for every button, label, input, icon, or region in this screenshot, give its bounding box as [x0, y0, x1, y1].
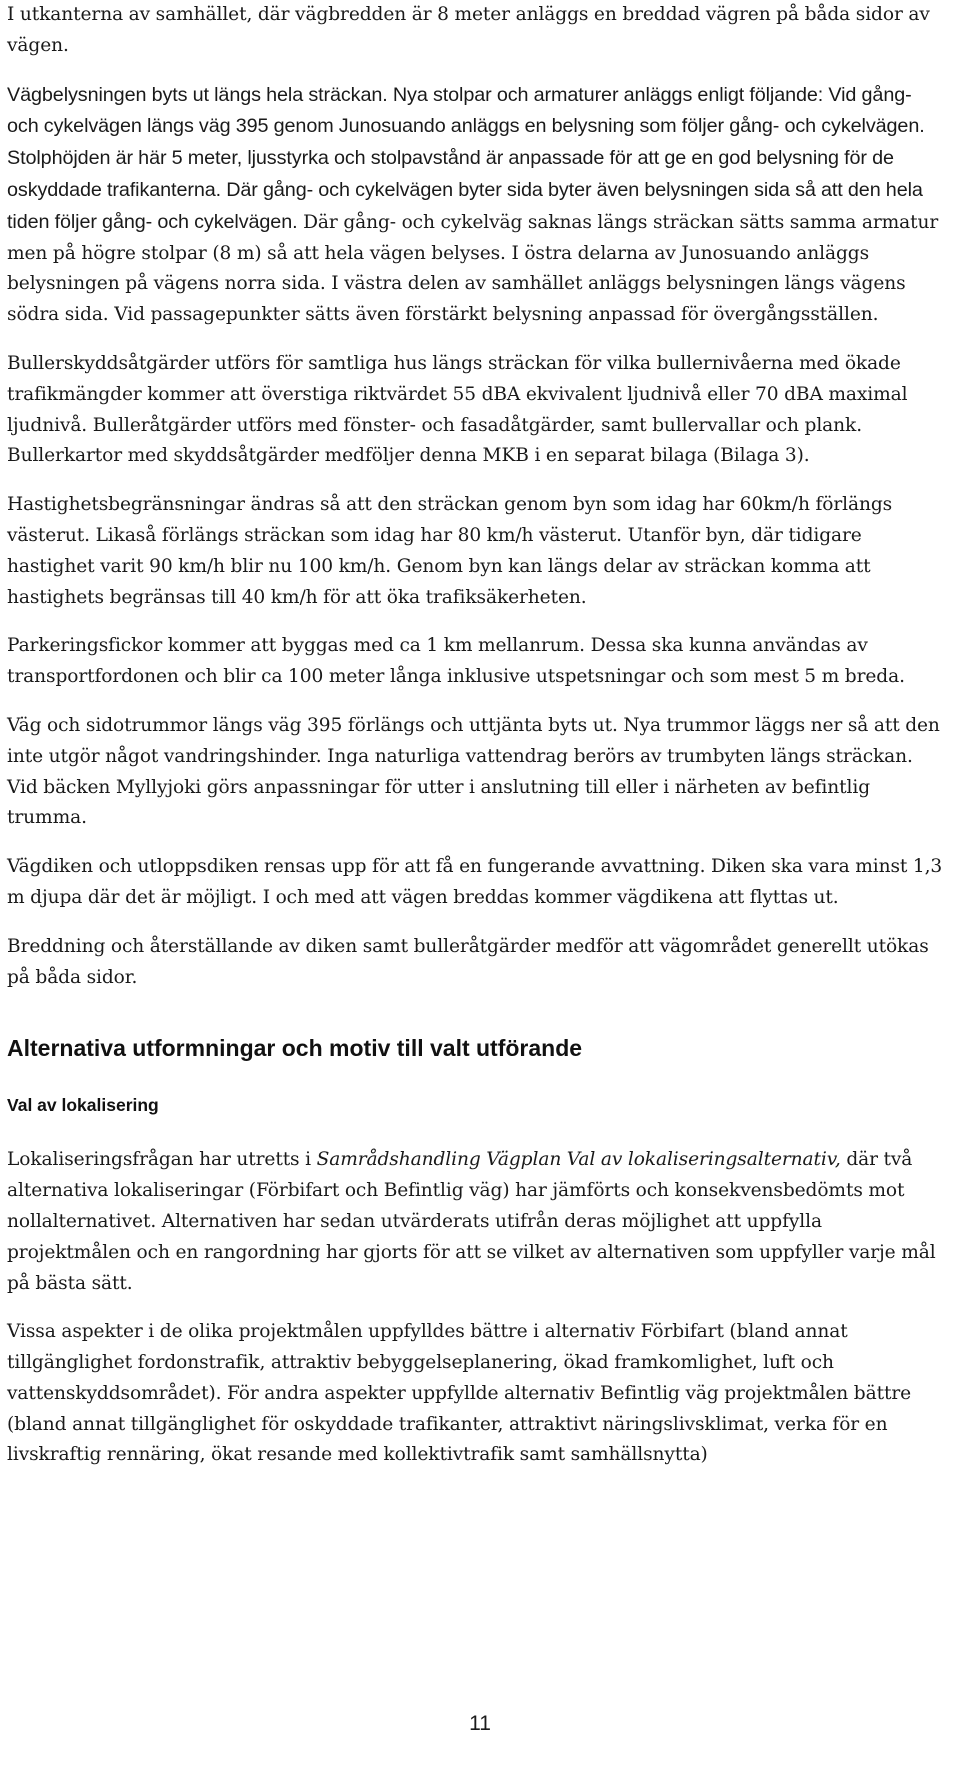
subsection-heading-localisation: Val av lokalisering [7, 1095, 159, 1116]
paragraph-road-shoulder: I utkanterna av samhället, där vägbredden är 8 meter anläggs en breddad vägren på båda sidor av vägen. [7, 4, 930, 56]
paragraph-parking-pockets: Parkeringsfickor kommer att byggas med ca 1 km mellanrum. Dessa ska kunna användas av transportfordonen och blir ca 100 meter långa inklusive utspetsningar och som mest 5 m breda. [7, 635, 905, 688]
section-heading-alternatives: Alternativa utformningar och motiv till valt utförande [7, 1035, 583, 1062]
page-number: 11 [469, 1712, 491, 1735]
paragraph-road-lighting [7, 80, 947, 331]
document-body [7, 0, 947, 1489]
paragraph-road-area: Breddning och återställande av diken samt bulleråtgärder medför att vägområdet generellt utökas på båda sidor. [7, 935, 929, 988]
paragraph-ditches: Vägdiken och utloppsdiken rensas upp för att få en fungerande avvattning. Diken ska vara minst 1,3 m djupa där det är möjligt. I och med att vägen breddas kommer vägdikena att flyttas ut. [7, 856, 943, 908]
paragraph-localisation-study [7, 1145, 947, 1299]
paragraph-road-lighting-sans-part: Vägbelysningen byts ut längs hela sträckan. Nya stolpar och armaturer anläggs enligt följande: Vid gång- och cykelvägen längs väg 395 genom Junosuando anläggs en belysning som följer gång- och cykelvägen. Stolphöjden är här 5 meter, ljusstyrka och stolpavstånd är anpassade för att ge en god belysning för de oskyddade trafikanterna. Där gång- och cykelvägen byter sida byter även belysningen sida så att den hela tiden följer gång- och cykelvägen. [7, 83, 925, 233]
paragraph-alternative-comparison: Vissa aspekter i de olika projektmålen uppfylldes bättre i alternativ Förbifart (bland annat tillgänglighet fordonstrafik, attraktiv bebyggelseplanering, ökad framkomlighet, luft och vattenskyddsområdet). För andra aspekter uppfyllde alternativ Befintlig väg projektmålen bättre (bland annat tillgänglighet för oskyddade trafikanter, attraktivt näringslivsklimat, verka för en livskraftig rennäring, ökat resande med kollektivtrafik samt samhällsnytta) [7, 1321, 912, 1466]
paragraph-speed-limits: Hastighetsbegränsningar ändras så att den sträckan genom byn som idag har 60km/h förlängs västerut. Likaså förlängs sträckan som idag har 80 km/h västerut. Utanför byn, där tidigare hastighet varit 90 km/h blir nu 100 km/h. Genom byn kan längs delar av sträckan komma att hastighets begränsas till 40 km/h för att öka trafiksäkerheten. [7, 494, 893, 608]
paragraph-noise-protection: Bullerskyddsåtgärder utförs för samtliga hus längs sträckan för vilka bullernivåerna med ökade trafikmängder kommer att överstiga riktvärdet 55 dBA ekvivalent ljudnivå eller 70 dBA maximal ljudnivå. Bulleråtgärder utförs med fönster- och fasadåtgärder, samt bullervallar och plank. Bullerkartor med skyddsåtgärder medföljer denna MKB i en separat bilaga (Bilaga 3). [7, 352, 908, 467]
paragraph-culverts: Väg och sidotrummor längs väg 395 förlängs och uttjänta byts ut. Nya trummor läggs ner så att den inte utgör något vandringshinder. Inga naturliga vattendrag berörs av trumbyten längs sträckan. Vid bäcken Myllyjoki görs anpassningar för utter i anslutning till eller i närheten av befintlig trumma. [7, 714, 940, 829]
document-reference-title: Samrådshandling Vägplan Val av lokaliseringsalternativ, [316, 1149, 841, 1171]
paragraph-localisation-end: där två alternativa lokaliseringar (Förbifart och Befintlig väg) har jämförts och konsekvensbedömts mot nollalternativet. Alternativen har sedan utvärderats utifrån deras möjlighet att uppfylla projektmålen och en rangordning har gjorts för att se vilket av alternativen som uppfyller varje mål på bästa sätt. [7, 1149, 936, 1294]
paragraph-localisation-start: Lokaliseringsfrågan har utretts i [7, 1149, 317, 1171]
paragraph-road-lighting-serif-part: Där gång- och cykelväg saknas längs sträckan sätts samma armatur men på högre stolpar (8 m) så att hela vägen belyses. I östra delarna av Junosuando anläggs belysningen på vägens norra sida. I västra delen av samhället anläggs belysningen längs vägens södra sida. Vid passagepunkter sätts även förstärkt belysning anpassad för övergångsställen. [7, 211, 939, 326]
